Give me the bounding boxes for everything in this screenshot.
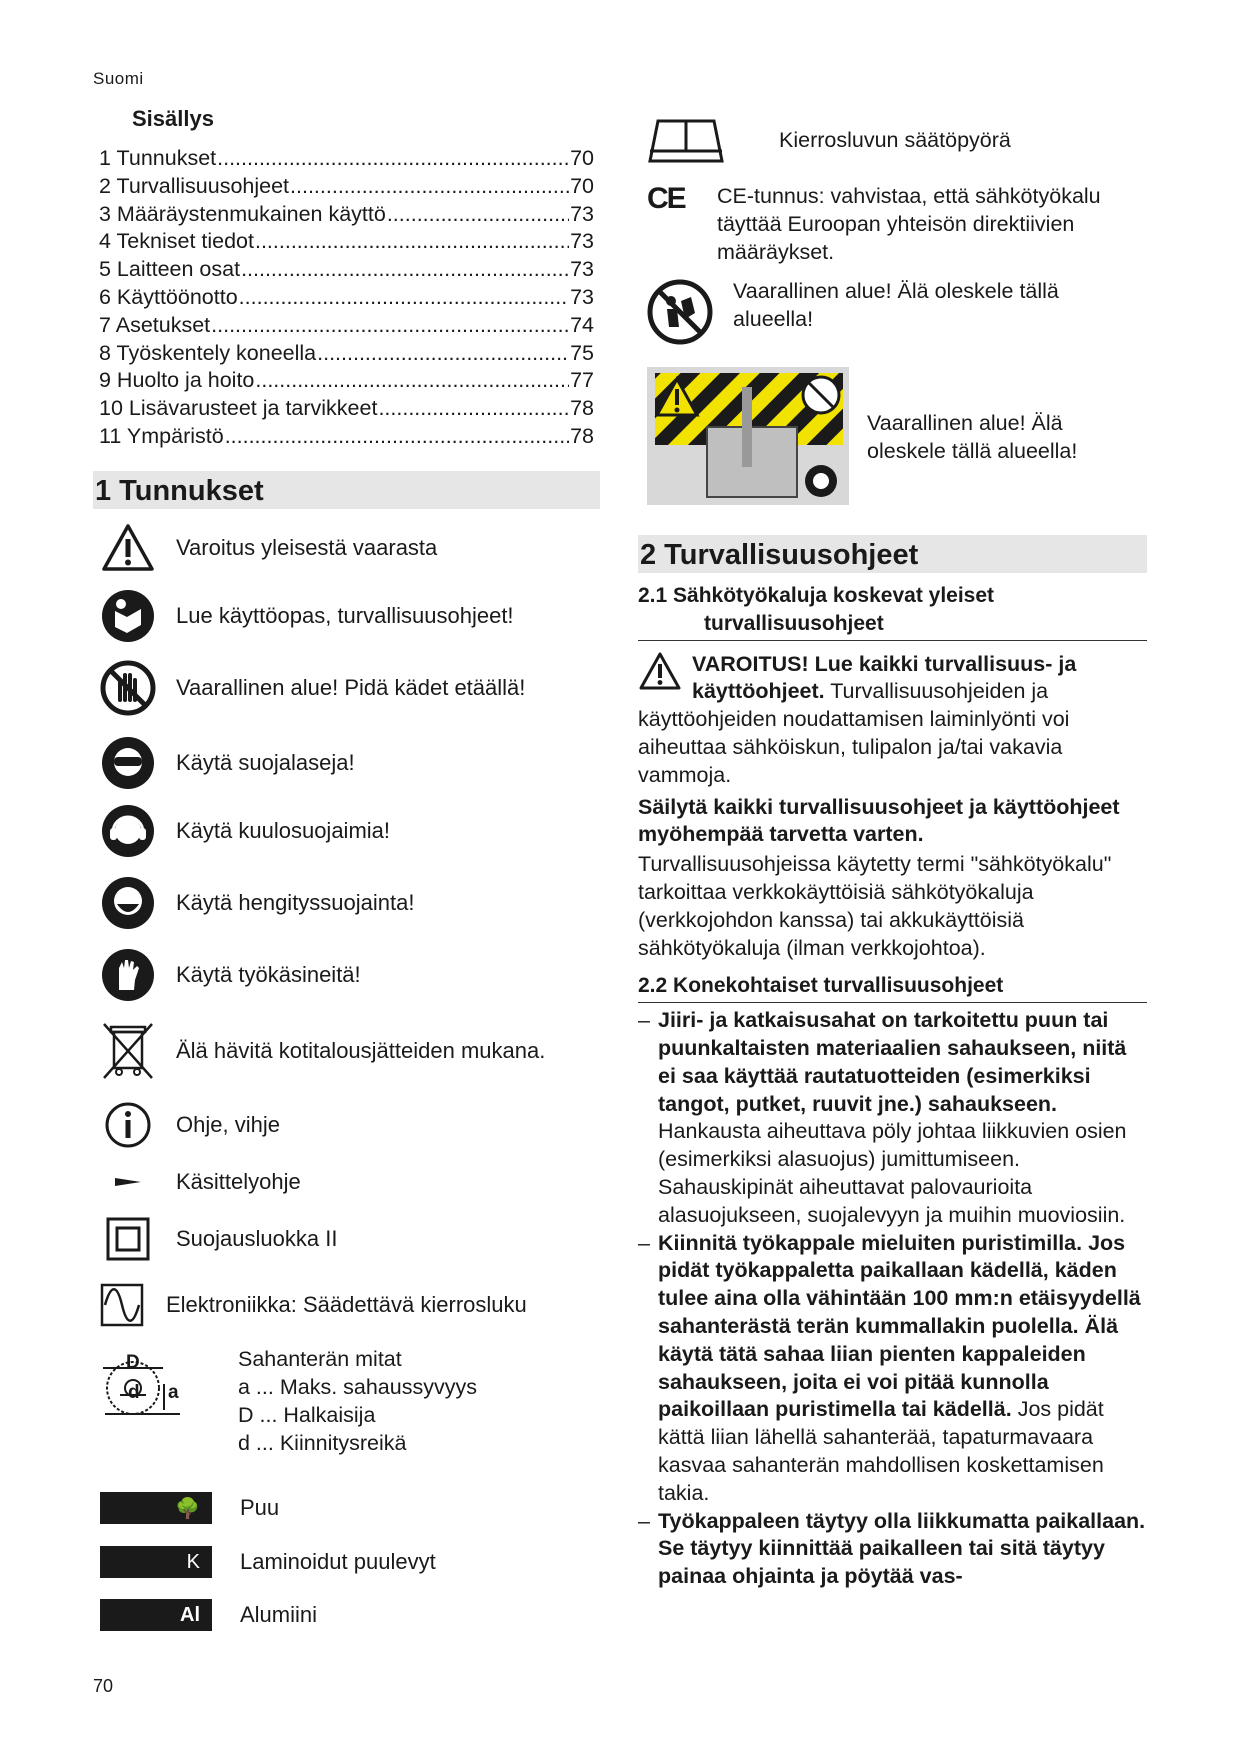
keep-instructions: Säilytä kaikki turvallisuusohjeet ja käyttöohjeet myöhempää tarvetta varten.: [638, 794, 1120, 847]
toc-item[interactable]: [99, 423, 594, 451]
list-item: [100, 1492, 279, 1524]
safety-goggles-icon: [100, 735, 156, 791]
double-square-icon: [100, 1211, 156, 1267]
toc-label: 11 Ympäristö: [99, 423, 224, 448]
bullet-list: [638, 1007, 1147, 1591]
toc-page: 78: [570, 423, 594, 448]
subsection-title: 2.2 Konekohtaiset turvallisuusohjeet: [638, 974, 1004, 998]
toc-label: 6 Käyttöönotto: [99, 284, 238, 309]
toc-label: 10 Lisävarusteet ja tarvikkeet: [99, 396, 378, 421]
toc-item[interactable]: [99, 145, 594, 173]
toc-label: 8 Työskentely koneella: [99, 340, 317, 365]
list-item: [100, 520, 437, 576]
toc-leader: [241, 256, 569, 284]
symbol-text: Ohje, vihje: [176, 1112, 280, 1137]
toc-item[interactable]: [99, 395, 594, 423]
no-hands-icon: [100, 660, 156, 716]
toc-item[interactable]: [99, 340, 594, 368]
symbol-text: Lue käyttöopas, turvallisuusohjeet!: [176, 603, 514, 628]
blade-line: Sahanterän mitat: [238, 1347, 402, 1371]
symbol-text: Puu: [240, 1495, 280, 1520]
list-item: [94, 1277, 527, 1333]
read-manual-icon: [100, 588, 156, 644]
table-of-contents: [99, 145, 594, 451]
symbol-text: Käytä hengityssuojainta!: [176, 890, 415, 915]
list-item: [100, 803, 390, 859]
list-item: [100, 588, 514, 644]
symbol-text: Käsittelyohje: [176, 1169, 301, 1194]
page-number: 70: [93, 1676, 114, 1696]
subsection-title: turvallisuusohjeet: [704, 611, 884, 635]
warning-triangle-icon: [100, 520, 156, 576]
list-item: [100, 1599, 317, 1631]
subsection-heading: [638, 582, 1147, 641]
symbol-text: Alumiini: [240, 1602, 318, 1627]
list-item: – Jiiri- ja katkaisusahat on tarkoitettu puun tai puunkaltaisten materiaalien sahaukseen, niitä ei saa käyttää rautatuotteiden (esimerkiksi tangot, putket, ruuvit jne.) sahaukseen. Hankausta aiheuttava pöly johtaa liikkuvien osien (esimerkiksi alasuojus) jumittumiseen. Sahauskipinät aiheuttavat palovaurioita alasuojukseen, suojalevyyn ja muihin muoviosiin.: [638, 1008, 1127, 1227]
dimension-label: d: [128, 1382, 140, 1403]
section-1-heading: 1 Tunnukset: [93, 471, 600, 509]
arrow-pointer-icon: [100, 1154, 156, 1210]
no-entry-person-icon: [647, 279, 713, 345]
toc-page: 74: [570, 312, 594, 337]
wood-icon: 🌳: [100, 1492, 212, 1524]
bullet-bold: Kiinnitä työkappale mieluiten puristimilla. Jos pidät työkappaletta paikallaan kädellä, käden tulee aina olla vähintään 100 mm:n etäisyydellä sahanterästä terän kummallakin puolella. Älä käytä tätä sahaa liian pienten kappaleiden sahaukseen, joita ei voi pitää kunnolla paikoillaan puristimella tai kädellä.: [658, 1230, 1141, 1422]
section-2-heading: 2 Turvallisuusohjeet: [638, 535, 1147, 573]
toc-page: 73: [570, 284, 594, 309]
list-item: – Kiinnitä työkappale mieluiten puristimilla. Jos pidät työkappaletta paikallaan kädellä, käden tulee aina olla vähintään 100 mm:n etäisyydellä sahanterästä terän kummallakin puolella. Älä käytä tätä sahaa liian pienten kappaleiden sahaukseen, joita ei voi pitää kunnolla paikoillaan puristimella tai kädellä. Jos pidät kättä liian lähellä sahanterää, tapaturmavaara kasvaa sahanterän mahdollisen koskettamisen takia.: [638, 1230, 1141, 1505]
danger-zone-illustration-icon: [647, 367, 849, 505]
warning-title: VAROITUS! Lue kaikki turvallisuus- ja käyttöohjeet.: [692, 651, 1077, 704]
blade-line: d ... Kiinnitysreikä: [238, 1431, 407, 1455]
toc-item[interactable]: [99, 173, 594, 201]
symbol-text: Varoitus yleisestä vaarasta: [176, 535, 438, 560]
list-item: [100, 875, 415, 931]
toc-leader: [217, 145, 569, 173]
subsection-heading: [638, 972, 1147, 1003]
list-item: [100, 1154, 301, 1210]
language-label: Suomi: [93, 69, 144, 88]
symbol-text: Elektroniikka: Säädettävä kierrosluku: [166, 1292, 527, 1317]
list-item: – Työkappaleen täytyy olla liikkumatta paikallaan. Se täytyy kiinnittää paikalleen tai sitä täytyy painaa ohjainta ja pöytää vas-: [638, 1508, 1146, 1589]
symbol-text: Käytä kuulosuojaimia!: [176, 818, 391, 843]
toc-label: 3 Määräystenmukainen käyttö: [99, 201, 386, 226]
toc-item[interactable]: [99, 228, 594, 256]
list-item: [100, 1097, 280, 1153]
bullet-bold: Työkappaleen täytyy olla liikkumatta paikallaan. Se täytyy kiinnittää paikalleen tai sitä täytyy painaa ohjainta ja pöytää vas-: [658, 1508, 1146, 1589]
toc-leader: [290, 173, 569, 201]
toc-page: 73: [570, 229, 594, 254]
sine-wave-icon: [94, 1277, 150, 1333]
toc-label: 5 Laitteen osat: [99, 257, 241, 282]
symbol-text: Suojausluokka II: [176, 1226, 338, 1251]
dimension-label: a: [168, 1382, 179, 1403]
bullet-text: Jos pidät kättä liian lähellä sahanterää, tapaturmavaara kasvaa sahanterän mahdollisen koskettamisen takia.: [658, 1397, 1104, 1505]
warning-text: Turvallisuusohjeiden ja käyttöohjeiden noudattamisen laiminlyönti voi aiheuttaa sähköiskun, tulipalon ja/tai vakavia vammoja.: [638, 679, 1070, 787]
list-item: [100, 947, 361, 1003]
list-item: [100, 1023, 545, 1079]
toc-label: 1 Tunnukset: [99, 146, 217, 170]
symbol-text: Vaarallinen alue! Älä oleskele tällä alueella!: [867, 411, 1078, 463]
section-2-body: [638, 582, 1147, 1591]
term-definition: Turvallisuusohjeissa käytetty termi "sähkötyökalu" tarkoittaa verkkokäyttöisiä sähkötyökaluja (verkkojohdon kanssa) tai akkukäyttöisiä sähkötyökaluja (ilman verkkojohtoa).: [638, 852, 1112, 960]
symbol-text: Käytä suojalaseja!: [176, 750, 355, 775]
toc-page: 70: [570, 146, 594, 170]
symbol-text: Vaarallinen alue! Pidä kädet etäällä!: [176, 675, 526, 700]
dimension-label: D: [126, 1352, 140, 1373]
toc-item[interactable]: [99, 256, 594, 284]
toc-leader: [317, 340, 569, 368]
bullet-bold: Jiiri- ja katkaisusahat on tarkoitettu puun tai puunkaltaisten materiaalien sahaukseen, niitä ei saa käyttää rautatuotteiden (esimerkiksi tangot, putket, ruuvit jne.) sahaukseen.: [658, 1008, 1127, 1116]
toc-page: 75: [570, 340, 594, 365]
respirator-icon: [100, 875, 156, 931]
symbol-text: Laminoidut puulevyt: [240, 1549, 436, 1574]
crossed-bin-icon: [100, 1023, 156, 1079]
symbol-text: Vaarallinen alue! Älä oleskele tällä alueella!: [733, 279, 1059, 331]
toc-item[interactable]: [99, 367, 594, 395]
bullet-text: Hankausta aiheuttava pöly johtaa liikkuvien osien (esimerkiksi alasuojus) jumittumiseen. Sahauskipinät aiheuttavat palovaurioita alasuojukseen, suojalevyyn ja muihin muoviosiin.: [658, 1119, 1127, 1227]
saw-blade-dimensions-icon: [100, 1350, 186, 1424]
toc-label: 7 Asetukset: [99, 312, 211, 337]
toc-label: 4 Tekniset tiedot: [99, 229, 254, 254]
symbol-list: [100, 520, 620, 1660]
list-item: [100, 1546, 436, 1578]
blade-line: a ... Maks. sahaussyvyys: [238, 1375, 477, 1399]
list-item: [100, 1211, 337, 1267]
toc-item[interactable]: [99, 284, 594, 312]
aluminium-icon: Al: [100, 1599, 212, 1631]
blade-line: D ... Halkaisija: [238, 1403, 376, 1427]
warning-triangle-icon: [638, 651, 684, 695]
symbol-text: Käytä työkäsineitä!: [176, 962, 361, 987]
warning-paragraph: [638, 651, 1147, 790]
list-item: [100, 735, 355, 791]
blade-dimensions-text: [238, 1345, 477, 1457]
ear-protection-icon: [100, 803, 156, 859]
info-icon: [100, 1097, 156, 1153]
symbol-text: Älä hävitä kotitalousjätteiden mukana.: [176, 1038, 546, 1063]
toc-page: 73: [570, 201, 594, 226]
toc-leader: [211, 312, 569, 340]
toc-label: 9 Huolto ja hoito: [99, 368, 255, 393]
list-item: [100, 660, 525, 716]
toc-leader: [255, 228, 569, 256]
toc-page: 73: [570, 257, 594, 282]
symbol-text: CE-tunnus: vahvistaa, että sähkötyökalu täyttää Euroopan yhteisön direktiivien määräykset.: [717, 184, 1101, 264]
toc-item[interactable]: [99, 312, 594, 340]
toc-leader: [387, 201, 569, 229]
toc-leader: [225, 423, 569, 451]
toc-title: Sisällys: [132, 106, 214, 131]
toc-leader: [378, 395, 569, 423]
toc-page: 77: [570, 368, 594, 393]
toc-item[interactable]: [99, 201, 594, 229]
gloves-icon: [100, 947, 156, 1003]
toc-leader: [255, 367, 569, 395]
toc-leader: [239, 284, 569, 312]
laminate-icon: K: [100, 1546, 212, 1578]
toc-label: 2 Turvallisuusohjeet: [99, 173, 290, 198]
toc-page: 70: [570, 173, 594, 198]
symbol-text: Kierrosluvun säätöpyörä: [779, 128, 1011, 152]
subsection-title: 2.1 Sähkötyökaluja koskevat yleiset: [638, 584, 995, 607]
toc-page: 78: [570, 396, 594, 421]
ce-mark-icon: CE: [647, 182, 685, 215]
speed-dial-icon: [648, 117, 724, 165]
